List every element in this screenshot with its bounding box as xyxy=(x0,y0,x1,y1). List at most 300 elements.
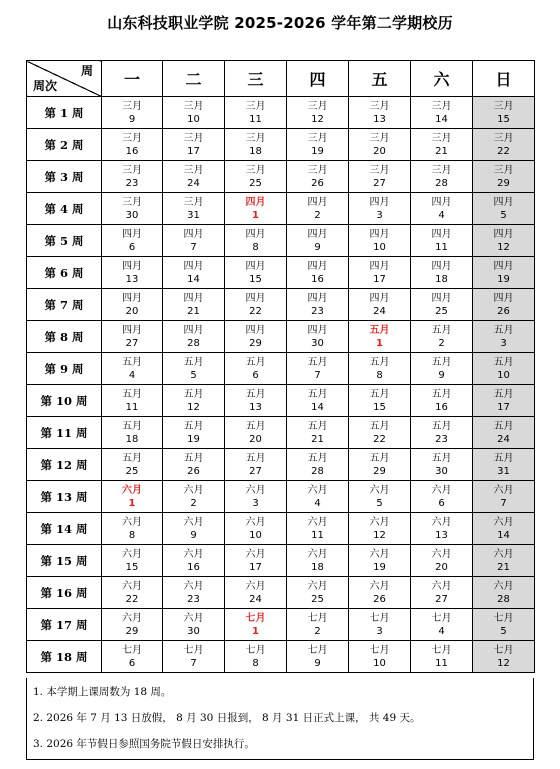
date-day: 19 xyxy=(311,145,324,157)
date-day: 26 xyxy=(497,305,510,317)
date-month: 四月 xyxy=(431,260,452,272)
page-title: 山东科技职业学院 2025-2026 学年第二学期校历 xyxy=(107,14,453,32)
date-cell xyxy=(411,577,473,609)
date-day: 7 xyxy=(190,657,197,669)
date-cell xyxy=(411,257,473,289)
date-month: 五月 xyxy=(431,420,452,432)
week-label: 第 5 周 xyxy=(27,225,102,257)
date-cell xyxy=(411,97,473,129)
date-month: 五月 xyxy=(307,356,328,368)
date-month: 六月 xyxy=(369,516,390,528)
date-cell xyxy=(473,129,535,161)
date-month: 七月 xyxy=(307,644,328,656)
date-day: 12 xyxy=(311,113,324,125)
header-row xyxy=(27,61,535,97)
date-day: 25 xyxy=(249,177,262,189)
date-month: 六月 xyxy=(493,548,514,560)
date-cell xyxy=(225,641,287,673)
date-cell xyxy=(473,321,535,353)
date-day: 25 xyxy=(311,593,324,605)
date-month: 七月 xyxy=(122,644,142,656)
date-cell xyxy=(225,225,287,257)
note-item: 2. 2026 年 7 月 13 日放假， 8 月 30 日报到， 8 月 31 日正式上课， 共 49 天。 xyxy=(33,712,421,724)
date-day: 10 xyxy=(373,241,386,253)
date-month: 三月 xyxy=(431,164,452,176)
date-month: 六月 xyxy=(369,548,390,560)
date-day: 29 xyxy=(249,337,262,349)
date-day: 20 xyxy=(373,145,386,157)
week-label: 第 17 周 xyxy=(27,609,102,641)
date-cell xyxy=(163,577,225,609)
date-cell xyxy=(473,609,535,641)
date-day: 5 xyxy=(500,625,507,637)
date-month: 六月 xyxy=(183,484,204,496)
date-day: 26 xyxy=(373,593,386,605)
date-cell xyxy=(163,129,225,161)
date-day: 15 xyxy=(373,401,386,413)
date-cell xyxy=(287,321,349,353)
date-day: 9 xyxy=(314,657,321,669)
date-day: 10 xyxy=(249,529,262,541)
date-cell xyxy=(349,641,411,673)
date-day: 5 xyxy=(500,209,507,221)
date-month: 三月 xyxy=(369,164,390,176)
date-cell xyxy=(225,321,287,353)
date-day: 7 xyxy=(500,497,507,509)
date-month: 六月 xyxy=(245,516,266,528)
week-row xyxy=(27,417,535,449)
date-cell xyxy=(225,417,287,449)
date-month: 五月 xyxy=(431,452,452,464)
date-day: 10 xyxy=(373,657,386,669)
date-day: 17 xyxy=(373,273,386,285)
date-month: 四月 xyxy=(431,228,452,240)
date-month: 六月 xyxy=(431,516,452,528)
date-month: 五月 xyxy=(369,324,390,336)
date-cell xyxy=(225,289,287,321)
date-cell xyxy=(102,609,163,641)
week-row xyxy=(27,545,535,577)
date-day: 23 xyxy=(187,593,200,605)
date-day: 24 xyxy=(187,177,200,189)
date-cell xyxy=(349,353,411,385)
date-cell xyxy=(163,417,225,449)
date-day: 20 xyxy=(249,433,262,445)
week-label: 第 2 周 xyxy=(27,129,102,161)
date-day: 29 xyxy=(497,177,510,189)
date-month: 三月 xyxy=(245,132,266,144)
week-row xyxy=(27,641,535,673)
date-month: 三月 xyxy=(183,100,204,112)
date-month: 四月 xyxy=(183,260,204,272)
date-day: 12 xyxy=(497,241,510,253)
date-day: 11 xyxy=(311,529,324,541)
date-month: 四月 xyxy=(245,260,266,272)
date-cell xyxy=(102,481,163,513)
date-cell xyxy=(287,289,349,321)
date-month: 七月 xyxy=(245,644,266,656)
date-cell xyxy=(411,353,473,385)
week-label: 第 9 周 xyxy=(27,353,102,385)
date-month: 六月 xyxy=(122,484,142,496)
date-day: 12 xyxy=(187,401,200,413)
date-month: 五月 xyxy=(183,356,204,368)
date-cell xyxy=(473,97,535,129)
date-month: 四月 xyxy=(307,292,328,304)
date-day: 8 xyxy=(376,369,383,381)
date-day: 13 xyxy=(373,113,386,125)
date-cell xyxy=(102,193,163,225)
date-day: 11 xyxy=(249,113,262,125)
date-day: 19 xyxy=(497,273,510,285)
date-day: 18 xyxy=(435,273,448,285)
date-day: 23 xyxy=(311,305,324,317)
date-day: 15 xyxy=(249,273,262,285)
date-month: 四月 xyxy=(307,260,328,272)
date-cell xyxy=(473,577,535,609)
date-cell xyxy=(163,609,225,641)
date-day: 11 xyxy=(125,401,139,413)
date-cell xyxy=(473,225,535,257)
date-month: 六月 xyxy=(122,516,142,528)
date-day: 28 xyxy=(497,593,510,605)
date-month: 四月 xyxy=(307,228,328,240)
week-label: 第 12 周 xyxy=(27,449,102,481)
date-cell xyxy=(473,481,535,513)
date-month: 三月 xyxy=(369,132,390,144)
date-cell xyxy=(225,577,287,609)
week-label: 第 14 周 xyxy=(27,513,102,545)
date-day: 24 xyxy=(497,433,510,445)
date-cell xyxy=(411,449,473,481)
date-cell xyxy=(225,193,287,225)
date-month: 五月 xyxy=(369,420,390,432)
date-day: 13 xyxy=(249,401,262,413)
date-cell xyxy=(411,193,473,225)
date-day: 12 xyxy=(373,529,386,541)
corner-header-cell xyxy=(27,61,102,97)
date-day: 19 xyxy=(187,433,200,445)
date-cell xyxy=(225,481,287,513)
date-month: 四月 xyxy=(183,228,204,240)
date-month: 四月 xyxy=(493,196,514,208)
date-cell xyxy=(163,161,225,193)
date-month: 五月 xyxy=(307,452,328,464)
week-row xyxy=(27,577,535,609)
date-month: 三月 xyxy=(245,164,266,176)
date-day: 7 xyxy=(314,369,321,381)
day-header-tue: 二 xyxy=(163,61,225,97)
week-label: 第 1 周 xyxy=(27,97,102,129)
date-month: 六月 xyxy=(493,516,514,528)
date-month: 三月 xyxy=(307,132,328,144)
date-cell xyxy=(411,161,473,193)
date-month: 三月 xyxy=(307,164,328,176)
date-cell xyxy=(225,97,287,129)
note-item: 1. 本学期上课周数为 18 周。 xyxy=(33,686,172,698)
date-cell xyxy=(102,353,163,385)
date-cell xyxy=(411,417,473,449)
date-month: 六月 xyxy=(122,548,142,560)
date-cell xyxy=(287,129,349,161)
date-month: 六月 xyxy=(369,484,390,496)
date-day: 18 xyxy=(311,561,324,573)
date-day: 14 xyxy=(497,529,510,541)
date-cell xyxy=(163,481,225,513)
date-day: 28 xyxy=(435,177,448,189)
date-month: 四月 xyxy=(307,196,328,208)
date-cell xyxy=(163,225,225,257)
date-cell xyxy=(287,545,349,577)
date-month: 六月 xyxy=(307,484,328,496)
date-month: 六月 xyxy=(307,548,328,560)
date-cell xyxy=(287,513,349,545)
date-month: 三月 xyxy=(493,164,514,176)
date-month: 四月 xyxy=(122,260,142,272)
date-day: 29 xyxy=(373,465,386,477)
date-day: 2 xyxy=(438,337,445,349)
date-cell xyxy=(473,545,535,577)
calendar-table xyxy=(26,60,535,673)
date-cell xyxy=(411,513,473,545)
date-cell xyxy=(102,97,163,129)
date-day: 1 xyxy=(252,209,259,221)
notes-box xyxy=(26,678,534,760)
date-cell xyxy=(225,353,287,385)
date-cell xyxy=(102,513,163,545)
week-row xyxy=(27,513,535,545)
date-day: 30 xyxy=(435,465,448,477)
date-cell xyxy=(473,289,535,321)
date-cell xyxy=(102,225,163,257)
date-day: 3 xyxy=(376,625,383,637)
date-month: 四月 xyxy=(122,292,142,304)
date-cell xyxy=(287,577,349,609)
date-month: 四月 xyxy=(122,324,142,336)
date-month: 六月 xyxy=(245,548,266,560)
date-day: 23 xyxy=(125,177,139,189)
date-day: 22 xyxy=(249,305,262,317)
note-item: 3. 2026 年节假日参照国务院节假日安排执行。 xyxy=(33,738,255,750)
date-day: 27 xyxy=(249,465,262,477)
date-month: 五月 xyxy=(369,356,390,368)
date-month: 七月 xyxy=(183,644,204,656)
date-cell xyxy=(411,225,473,257)
date-month: 六月 xyxy=(307,580,328,592)
date-day: 9 xyxy=(438,369,445,381)
date-month: 七月 xyxy=(431,644,452,656)
date-day: 12 xyxy=(497,657,510,669)
date-cell xyxy=(349,449,411,481)
date-cell xyxy=(163,545,225,577)
week-label: 第 13 周 xyxy=(27,481,102,513)
date-day: 13 xyxy=(435,529,448,541)
date-month: 三月 xyxy=(431,132,452,144)
date-cell xyxy=(102,449,163,481)
date-day: 11 xyxy=(435,657,448,669)
week-row xyxy=(27,609,535,641)
date-cell xyxy=(225,257,287,289)
date-day: 27 xyxy=(125,337,139,349)
date-day: 15 xyxy=(497,113,510,125)
date-cell xyxy=(102,417,163,449)
date-month: 四月 xyxy=(245,228,266,240)
date-cell xyxy=(163,321,225,353)
date-day: 4 xyxy=(314,497,321,509)
date-day: 6 xyxy=(438,497,445,509)
week-label: 第 18 周 xyxy=(27,641,102,673)
date-cell xyxy=(411,609,473,641)
date-cell xyxy=(225,545,287,577)
date-month: 四月 xyxy=(307,324,328,336)
date-day: 22 xyxy=(125,593,139,605)
date-month: 七月 xyxy=(431,612,452,624)
date-month: 三月 xyxy=(493,100,514,112)
date-cell xyxy=(349,193,411,225)
date-cell xyxy=(225,161,287,193)
date-day: 2 xyxy=(314,625,321,637)
date-cell xyxy=(349,609,411,641)
date-cell xyxy=(287,385,349,417)
date-month: 五月 xyxy=(369,388,390,400)
date-cell xyxy=(287,417,349,449)
date-cell xyxy=(349,129,411,161)
date-day: 4 xyxy=(128,369,136,381)
date-cell xyxy=(473,385,535,417)
date-day: 5 xyxy=(376,497,383,509)
date-cell xyxy=(411,641,473,673)
day-header-thu: 四 xyxy=(287,61,349,97)
week-row xyxy=(27,353,535,385)
date-month: 五月 xyxy=(122,420,142,432)
date-cell xyxy=(163,97,225,129)
date-day: 2 xyxy=(314,209,321,221)
week-row xyxy=(27,161,535,193)
date-month: 七月 xyxy=(493,612,514,624)
date-cell xyxy=(102,545,163,577)
date-day: 6 xyxy=(128,657,136,669)
week-label: 第 11 周 xyxy=(27,417,102,449)
date-month: 六月 xyxy=(493,580,514,592)
week-row xyxy=(27,289,535,321)
date-month: 五月 xyxy=(245,388,266,400)
date-day: 21 xyxy=(435,145,448,157)
date-day: 26 xyxy=(187,465,200,477)
day-header-mon: 一 xyxy=(102,61,163,97)
date-day: 8 xyxy=(252,657,259,669)
date-day: 16 xyxy=(125,145,139,157)
date-cell xyxy=(349,225,411,257)
date-month: 六月 xyxy=(307,516,328,528)
week-label: 第 7 周 xyxy=(27,289,102,321)
date-cell xyxy=(225,609,287,641)
date-cell xyxy=(411,289,473,321)
date-cell xyxy=(473,193,535,225)
date-day: 4 xyxy=(438,625,445,637)
day-header-wed: 三 xyxy=(225,61,287,97)
date-cell xyxy=(473,417,535,449)
date-cell xyxy=(473,449,535,481)
date-cell xyxy=(163,193,225,225)
date-month: 七月 xyxy=(369,644,390,656)
week-row xyxy=(27,129,535,161)
date-day: 30 xyxy=(311,337,324,349)
date-day: 17 xyxy=(497,401,510,413)
date-month: 三月 xyxy=(431,100,452,112)
date-month: 三月 xyxy=(245,100,266,112)
week-row xyxy=(27,481,535,513)
date-day: 21 xyxy=(187,305,200,317)
date-cell xyxy=(102,289,163,321)
date-day: 16 xyxy=(435,401,448,413)
date-month: 五月 xyxy=(431,356,452,368)
date-month: 四月 xyxy=(369,196,390,208)
date-day: 3 xyxy=(376,209,383,221)
date-month: 七月 xyxy=(307,612,328,624)
date-month: 五月 xyxy=(493,356,514,368)
date-month: 四月 xyxy=(431,196,452,208)
date-day: 10 xyxy=(497,369,510,381)
date-cell xyxy=(349,513,411,545)
date-cell xyxy=(163,289,225,321)
date-cell xyxy=(102,129,163,161)
date-month: 五月 xyxy=(245,356,266,368)
date-day: 27 xyxy=(435,593,448,605)
date-day: 3 xyxy=(500,337,507,349)
date-day: 24 xyxy=(373,305,386,317)
date-month: 四月 xyxy=(122,228,142,240)
date-cell xyxy=(349,417,411,449)
date-day: 21 xyxy=(497,561,510,573)
day-header-sun: 日 xyxy=(473,61,535,97)
date-day: 30 xyxy=(187,625,200,637)
date-month: 五月 xyxy=(245,420,266,432)
date-month: 三月 xyxy=(183,196,204,208)
date-month: 三月 xyxy=(122,100,142,112)
date-month: 五月 xyxy=(183,388,204,400)
date-cell xyxy=(163,641,225,673)
date-month: 六月 xyxy=(493,484,514,496)
date-cell xyxy=(349,545,411,577)
date-cell xyxy=(102,577,163,609)
date-day: 14 xyxy=(311,401,324,413)
date-day: 28 xyxy=(311,465,324,477)
date-day: 31 xyxy=(187,209,200,221)
date-cell xyxy=(287,193,349,225)
date-month: 六月 xyxy=(183,516,204,528)
date-month: 四月 xyxy=(245,196,266,208)
date-cell xyxy=(349,481,411,513)
date-cell xyxy=(411,385,473,417)
date-cell xyxy=(287,641,349,673)
week-row xyxy=(27,257,535,289)
date-month: 五月 xyxy=(183,420,204,432)
date-month: 四月 xyxy=(493,260,514,272)
date-month: 四月 xyxy=(369,228,390,240)
date-month: 七月 xyxy=(493,644,514,656)
date-month: 五月 xyxy=(493,324,514,336)
date-day: 15 xyxy=(125,561,139,573)
date-cell xyxy=(411,545,473,577)
date-month: 五月 xyxy=(493,388,514,400)
date-cell xyxy=(225,449,287,481)
date-month: 三月 xyxy=(493,132,514,144)
date-month: 四月 xyxy=(245,324,266,336)
date-month: 四月 xyxy=(493,228,514,240)
date-month: 五月 xyxy=(431,324,452,336)
date-day: 22 xyxy=(373,433,386,445)
date-day: 7 xyxy=(190,241,197,253)
